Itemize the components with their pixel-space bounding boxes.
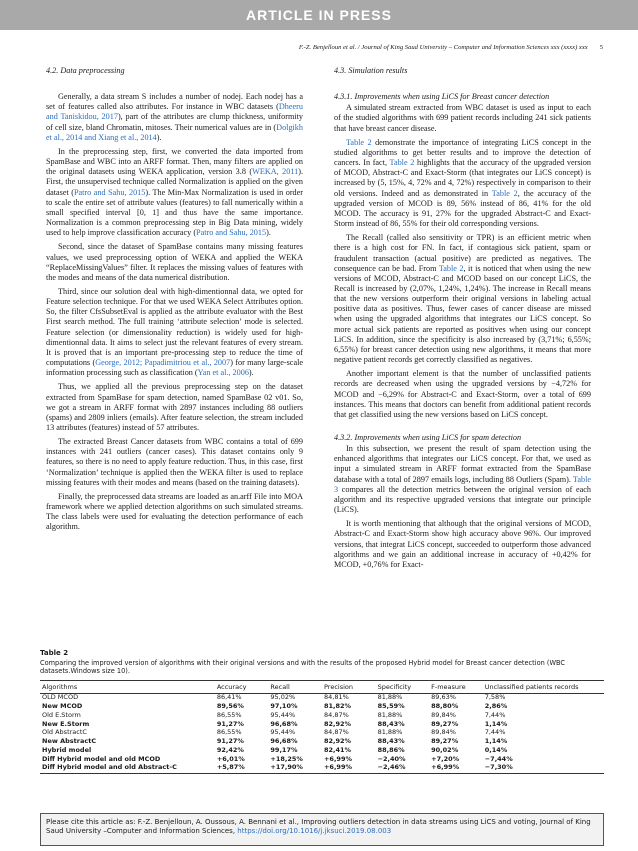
- table-cell: New AbstractC: [42, 737, 97, 746]
- table-cell: 82,92%: [323, 737, 352, 746]
- table-header-cell: Precision: [322, 680, 376, 693]
- table-caption: Comparing the improved version of algorithms with their original versions and with the results of the proposed Hybrid model for Breast cancer detection (WBC datasets.Windows size 10).: [40, 659, 565, 676]
- table-cell: +17,90%: [268, 764, 322, 773]
- table-cell: 82,41%: [323, 745, 352, 754]
- table-cell: −7,44%: [484, 754, 513, 763]
- table-link[interactable]: Table 3: [334, 474, 591, 494]
- results-table: [40, 680, 604, 774]
- table-cell: 88,80%: [431, 701, 459, 710]
- table-cell: 95,44%: [270, 728, 296, 737]
- citation-box: [40, 813, 604, 846]
- citation-link[interactable]: Patro and Sahu, 2015: [73, 187, 146, 197]
- table-cell: 89,56%: [216, 701, 244, 710]
- table-cell: 81,82%: [323, 701, 352, 710]
- table-cell: 7,44%: [484, 728, 506, 737]
- table-cell: 86,55%: [216, 710, 242, 719]
- table-cell: 81,88%: [377, 728, 403, 737]
- table-row: [40, 764, 604, 773]
- paragraph: Table 2 demonstrate the importance of integrating LiCS concept in the studied algorithms to get better results and to improve the detection of cancers. In fact, Table 2 highlights that the accuracy of the upgraded version of MCOD, Abstract-C and Exact-Storm (that integrates our LiCS concept) is increased by (5, 15%, 4, 72% and 4, 72%) respectively in comparison to their old versions. Indeed and as demonstrated in Table 2, the accuracy of the upgraded version of MCOD is 89, 56% instead of 86, 41% for the old MCOD. The accuracy is 91, 27% for the upgraded Abstract-C and Exact-Storm instead of 86, 55% for their old corresponding versions.: [334, 137, 591, 229]
- table-cell: +6,99%: [322, 764, 376, 773]
- table-header-cell: F-measure: [429, 680, 483, 693]
- table-cell: Diff Hybrid model and old Abstract-C: [40, 764, 215, 773]
- table-row: [40, 720, 604, 729]
- table-title: Table 2: [40, 649, 69, 657]
- table-cell: +5,87%: [215, 764, 269, 773]
- doi-link[interactable]: https://doi.org/10.1016/j.jksuci.2019.08.003: [237, 827, 392, 835]
- paragraph: Second, since the dataset of SpamBase contains many missing features values, we used preprocessing option of WEKA and applied the WEKA “ReplaceMissingValues” filter. It replaces the missing values of features with the modes and means of the data numerical distribution.: [46, 242, 303, 282]
- table-cell: 99,17%: [270, 745, 298, 754]
- table-cell: 7,58%: [484, 693, 506, 702]
- table-cell: 89,84%: [431, 728, 456, 737]
- article-in-press-banner: ARTICLE IN PRESS: [0, 0, 638, 30]
- citation-link[interactable]: Dheeru and Taniskidou, 2017: [46, 102, 303, 122]
- table-link[interactable]: Table 2: [491, 188, 518, 198]
- table-cell: Old E.Storm: [42, 710, 81, 719]
- table-cell: −2,40%: [377, 754, 406, 763]
- citation-link[interactable]: WEKA, 2011: [252, 167, 299, 177]
- table-cell: New E.Storm: [42, 719, 90, 728]
- table-header-cell: Accuracy: [215, 680, 269, 693]
- paragraph: The Recall (called also sensitivity or TPR) is an efficient metric when there is a high cost for FN. In fact, if contagious sick patient, spam or fraudulent transaction (actual positive) are predicted as negatives. The consequence can be bad. From Table 2, it is noticed that when using the new versions of MCOD, Abstract-C and MCOD based on our concept LiCS, the Recall is increased by (2,07%, 1,24%, 1,24%). The increase in Recall means that the new versions outperform their original versions in labeling actual positive data as positives. Thus, fewer cases of cancer disease are missed when using the upgraded algorithms that integrates our LiCS concept. So more actual sick patients are reported as positives when using our concept LiCS. In addition, since the specificity is also increased by (3,71%; 6,55%; 6,55%) for breast cancer detection using new algorithms, it means that more negative patient records get correctly classified as negatives.: [334, 233, 591, 365]
- table-cell: 95,02%: [270, 693, 296, 702]
- table-cell: 89,84%: [431, 710, 456, 719]
- table-cell: 92,42%: [216, 745, 244, 754]
- table-cell: 1,14%: [484, 719, 508, 728]
- table-cell: 96,68%: [270, 719, 298, 728]
- table-cell: 86,41%: [216, 693, 242, 702]
- table-cell: 84,87%: [323, 710, 349, 719]
- table-cell: 82,92%: [323, 719, 352, 728]
- table-cell: 2,86%: [484, 701, 508, 710]
- section-title-simulation-results: 4.3. Simulation results: [334, 66, 408, 75]
- paragraph: Generally, a data stream S includes a number of nodej. Each nodej has a set of features called also attributes. For instance in WBC datasets (Dheeru and Taniskidou, 2017), part of the attributes are clump thickness, uniformity of cell size, bland Chromatin, mitoses. Their numerical values are in (Dolgikh et al., 2014 and Xiang et al., 2014).: [46, 92, 303, 142]
- table-2: [40, 649, 604, 774]
- table-cell: 88,43%: [377, 719, 405, 728]
- paragraph: In the preprocessing step, first, we converted the data imported from SpamBase and WBC into an ARFF format. Then, many filters are applied on the original datasets using WEKA application, version 3.8 (WEKA, 2011). First, the unsupervised technique called Normalization is applied on the given dataset (Patro and Sahu, 2015). The Min-Max Normalization is used in order to scale the entire set of attribute values (features) to fall numerically within a small specified interval [0, 1] and thus have the same importance. Normalization is a common preprocessing step in Big Data mining, widely used to help improve classification accuracy (Patro and Sahu, 2015).: [46, 146, 304, 238]
- table-cell: Hybrid model: [42, 745, 92, 754]
- subsection-title-breast-cancer: 4.3.1. Improvements when using LiCS for Breast cancer detection: [334, 92, 550, 102]
- table-link[interactable]: Table 2: [438, 263, 464, 273]
- table-cell: −7,30%: [483, 764, 604, 773]
- table-cell: 1,14%: [484, 737, 508, 746]
- table-row: [40, 711, 604, 720]
- paragraph: The extracted Breast Cancer datasets from WBC contains a total of 699 instances with 241 outliers (cancer cases). This dataset contains only 9 features, so there is no need to apply feature reduction. Thus, in this case, first ‘Normalization’ technique is applied then the WEKA filter is used to replace missing features with their modes and means (based on the training datasets).: [46, 437, 303, 487]
- table-cell: +6,99%: [429, 764, 483, 773]
- table-header-cell: Recall: [268, 680, 322, 693]
- table-cell: 85,59%: [377, 701, 405, 710]
- running-head-text: F.-Z. Benjelloun et al. / Journal of King Saud University – Computer and Information Sciences xxx (xxxx) xxx: [298, 44, 588, 51]
- page-number: 5: [599, 44, 603, 51]
- table-cell: 81,88%: [377, 693, 403, 702]
- table-cell: 88,43%: [377, 737, 405, 746]
- table-cell: 89,27%: [431, 737, 459, 746]
- table-cell: 96,68%: [270, 737, 298, 746]
- table-cell: 97,10%: [270, 701, 298, 710]
- paragraph: Finally, the preprocessed data streams are loaded as an.arff File into MOA framework where we applied detection algorithms on such simulated streams. The class labels were used for evaluating the detection performance of each algorithm.: [46, 491, 303, 532]
- table-cell: OLD MCOD: [42, 693, 79, 702]
- paragraph: In this subsection, we present the result of spam detection using the enhanced algorithms that integrates our LiCS concept. For that, we used as input a simulated stream in ARFF format extracted from the SpamBase database with a total of 2897 emails logs, including 88 Outliers (Spam). Table 3 compares all the detection metrics between the original version of each algorithm and its respective upgraded versions that integrate our principle (LiCS).: [334, 444, 591, 515]
- table-link[interactable]: Table 2: [389, 158, 415, 168]
- paragraph: Third, since our solution deal with high-dimentionnal data, we opted for Feature selection technique. For that we used WEKA Select Attributes option. So, the filter CfsSubsetEval is applied as the attribute evaluator with the Best First search method. The full training ‘attribute selection’ mode is selected. Feature selection (or dimensionality reduction) is widely used for high-dimentionnal data. It aims to select just the relevant features of every stream. It is proved that is an important pre-processing step to reduce the time of computations (George, 2012; Papadimitriou et al., 2007) for many large-scale information processing such as classification (Yan et al., 2006).: [46, 286, 303, 378]
- table-cell: Old AbstractC: [42, 728, 87, 737]
- table-cell: 0,14%: [484, 745, 508, 754]
- table-cell: 84,81%: [323, 693, 349, 702]
- table-header-row: [40, 680, 604, 693]
- table-row: [40, 738, 604, 747]
- table-link[interactable]: Table 2: [346, 137, 372, 147]
- table-cell: −2,46%: [376, 764, 430, 773]
- citation-link[interactable]: Yan et al., 2006: [197, 368, 249, 378]
- citation-link[interactable]: George, 2012; Papadimitriou et al., 2007: [95, 358, 231, 368]
- table-cell: 95,44%: [270, 710, 296, 719]
- table-cell: 91,27%: [216, 719, 244, 728]
- table-cell: 88,86%: [377, 745, 405, 754]
- table-cell: New MCOD: [42, 701, 83, 710]
- running-head: [47, 44, 603, 51]
- table-row: [40, 729, 604, 738]
- paragraph: Thus, we applied all the previous preprocessing step on the dataset extracted from SpamBase for spam detection, named SpamBase 02 v01. So, we got a stream in ARFF format with 2897 instances including 88 outliers (spams) and 2809 inliers (emails). After feature selection, the stream included 13 attributes (features) instead of 57 attributes.: [46, 382, 303, 432]
- paragraph: It is worth mentioning that although that the original versions of MCOD, Abstract-C and Exact-Storm show high accuracy above 96%. Our improved versions, that integrat LiCS concept, succeeded to outperform those advanced algorithms and we gain an additional increase in accuracy of +0,42% for MCOD, +0,76% for Exact-: [334, 519, 591, 569]
- paragraph: A simulated stream extracted from WBC dataset is used as input to each of the studied algorithms with 699 patient records including 241 sick patients that have breast cancer disease.: [334, 103, 591, 133]
- table-header-cell: Unclassified patients records: [483, 680, 604, 693]
- table-cell: 90,02%: [431, 745, 459, 754]
- table-cell: 89,63%: [431, 693, 456, 702]
- right-column: [334, 66, 591, 574]
- table-cell: +6,99%: [323, 754, 352, 763]
- table-header-cell: Specificity: [376, 680, 430, 693]
- table-row: [40, 693, 604, 702]
- paragraph: Another important element is that the number of unclassified patients records are decreased when using the upgraded versions by −4,72% for MCOD and −6,29% for Abstract-C and Exact-Storm, over a total of 699 instances. This means that doctors can benefit from additional patient records that get classified using the new versions based on LiCS concept.: [334, 369, 591, 419]
- table-cell: Diff Hybrid model and old MCOD: [42, 754, 161, 763]
- table-header-cell: Algorithms: [40, 680, 215, 693]
- citation-link[interactable]: Patro and Sahu, 2015: [196, 228, 267, 238]
- table-row: [40, 746, 604, 755]
- table-cell: 86,55%: [216, 728, 242, 737]
- table-cell: 7,44%: [484, 710, 506, 719]
- section-title-data-preprocessing: 4.2. Data preprocessing: [46, 66, 125, 75]
- table-cell: +7,20%: [431, 754, 460, 763]
- left-column: [46, 66, 303, 537]
- table-cell: +18,25%: [270, 754, 303, 763]
- table-cell: +6,01%: [216, 754, 245, 763]
- table-cell: 84,87%: [323, 728, 349, 737]
- citation-link[interactable]: Dolgikh et al., 2014 and Xiang et al., 2014: [46, 122, 303, 142]
- citation-text: Please cite this article as: F.-Z. Benjelloun, A. Oussous, A. Bennani et al., Improving outliers detection in data streams using LiCS and voting, Journal of King Saud University –Computer and Information Sciences,: [46, 818, 591, 835]
- subsection-title-spam-detection: 4.3.2. Improvements when using LiCS for spam detection: [334, 433, 522, 442]
- table-cell: 81,88%: [377, 710, 403, 719]
- table-row: [40, 702, 604, 711]
- table-cell: 89,27%: [431, 719, 459, 728]
- table-cell: 91,27%: [216, 737, 244, 746]
